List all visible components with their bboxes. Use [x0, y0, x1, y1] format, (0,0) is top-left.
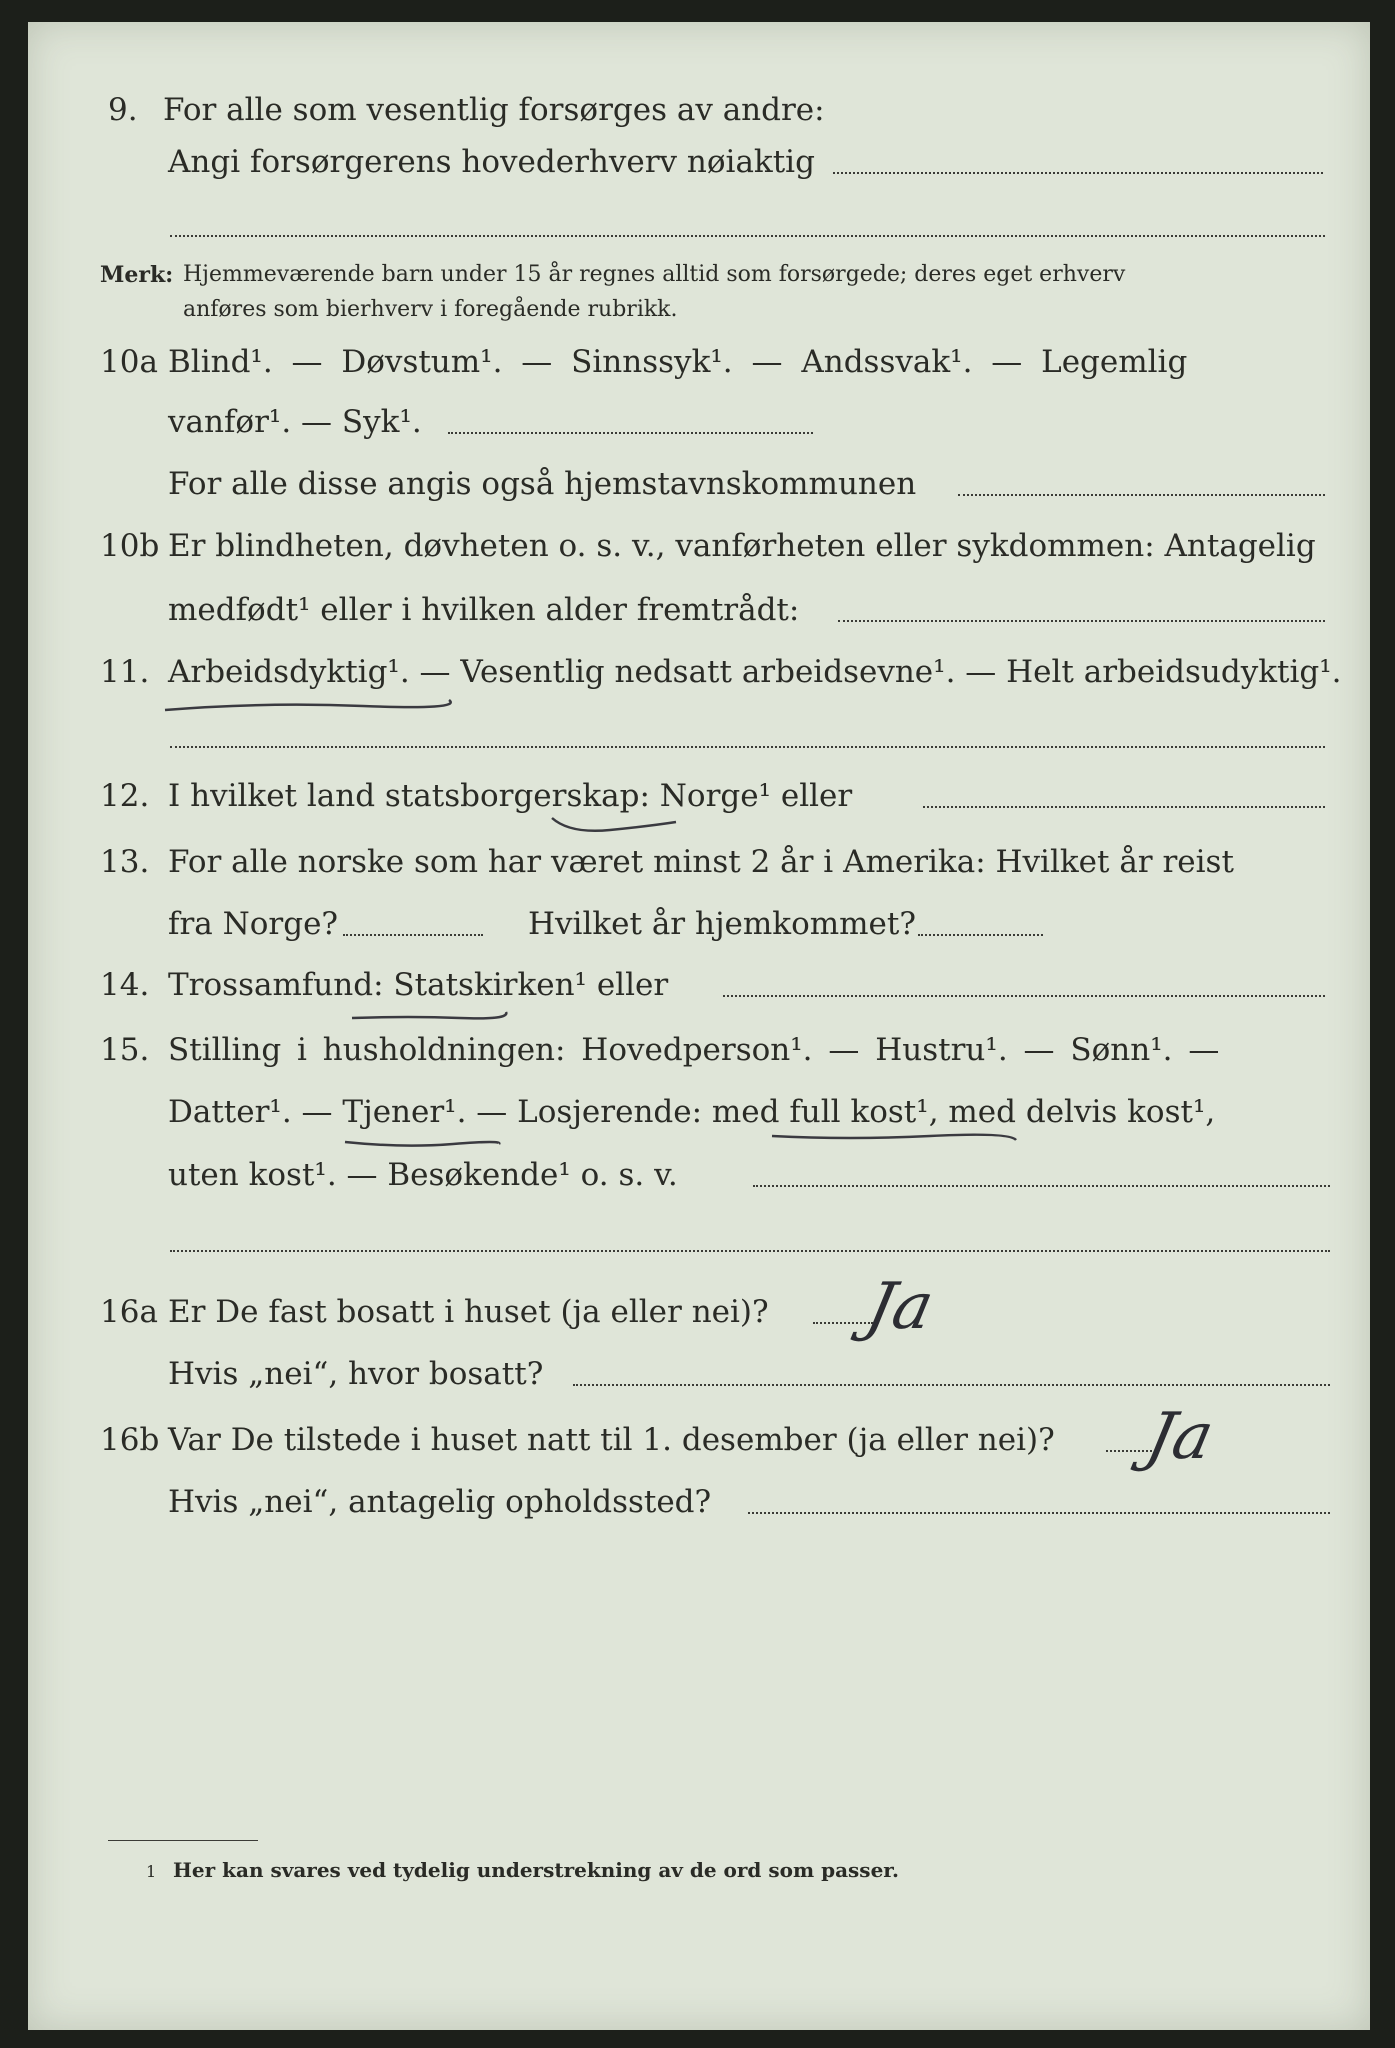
q12-text: I hvilket land statsborgerskap: Norge¹ eller: [168, 778, 853, 814]
q16a-answer-line[interactable]: [573, 1384, 1330, 1386]
footnote-rule: [108, 1840, 258, 1841]
q16a-number: 16a: [100, 1294, 158, 1330]
q15-text: Datter¹. — Tjener¹. — Losjerende: med full kost¹, med delvis kost¹,: [168, 1094, 1216, 1130]
q16b-number: 16b: [100, 1422, 160, 1458]
q10b-number: 10b: [100, 528, 160, 564]
q11-number: 11.: [100, 654, 150, 690]
q10b-answer-line[interactable]: [838, 620, 1325, 622]
q15-text: uten kost¹. — Besøkende¹ o. s. v.: [168, 1157, 678, 1193]
census-form-page: [28, 22, 1370, 2030]
q16b-answer-line[interactable]: [748, 1512, 1330, 1514]
q14-text: Trossamfund: Statskirken¹ eller: [168, 967, 669, 1003]
footnote-text: Her kan svares ved tydelig understrekning av de ord som passer.: [173, 1858, 899, 1882]
q16b-handwritten-answer: Ja: [1140, 1400, 1220, 1474]
q12-number: 12.: [100, 778, 150, 814]
q14-number: 14.: [100, 967, 150, 1003]
merk-label: Merk:: [100, 262, 174, 288]
q13-text: For alle norske som har været minst 2 år i Amerika: Hvilket år reist: [168, 844, 1234, 880]
q9-answer-line[interactable]: [833, 172, 1323, 174]
q13-text: Hvilket år hjemkommet?: [528, 906, 916, 942]
q10a-text: Blind¹. — Døvstum¹. — Sinnssyk¹. — Andssvak¹. — Legemlig: [168, 344, 1188, 380]
underline-mark: [163, 694, 453, 718]
q14-answer-line[interactable]: [723, 995, 1325, 997]
q10a-number: 10a: [100, 344, 158, 380]
q13-text: fra Norge?: [168, 906, 339, 942]
q10a-answer-line[interactable]: [448, 432, 813, 434]
q15-answer-line[interactable]: [170, 1250, 1330, 1252]
footnote-mark: 1: [146, 1862, 157, 1881]
q15-answer-line[interactable]: [753, 1185, 1330, 1187]
merk-text: Hjemmeværende barn under 15 år regnes alltid som forsørgede; deres eget erhverv: [183, 262, 1126, 287]
q16b-text: Hvis „nei“, antagelig opholdssted?: [168, 1484, 712, 1520]
q9-text: Angi forsørgerens hovederhverv nøiaktig: [168, 144, 815, 180]
underline-mark: [350, 1004, 510, 1028]
q10a-text: For alle disse angis også hjemstavnskommunen: [168, 466, 917, 502]
q10a-answer-line[interactable]: [958, 494, 1325, 496]
q16a-handwritten-answer: Ja: [860, 1270, 940, 1344]
q9-text: For alle som vesentlig forsørges av andre:: [163, 92, 825, 128]
q12-answer-line[interactable]: [923, 806, 1325, 808]
q15-number: 15.: [100, 1032, 150, 1068]
q13-answer-line[interactable]: [918, 934, 1043, 936]
q16a-text: Hvis „nei“, hvor bosatt?: [168, 1356, 544, 1392]
underline-mark: [550, 812, 680, 838]
q9-answer-line[interactable]: [170, 235, 1325, 237]
underline-mark: [343, 1132, 503, 1154]
q16a-text: Er De fast bosatt i huset (ja eller nei)?: [168, 1294, 769, 1330]
underline-mark: [770, 1126, 1020, 1148]
q13-number: 13.: [100, 844, 150, 880]
q16b-text: Var De tilstede i huset natt til 1. desember (ja eller nei)?: [168, 1422, 1055, 1458]
q13-answer-line[interactable]: [343, 934, 483, 936]
q9-number: 9.: [108, 92, 138, 128]
merk-text: anføres som bierhverv i foregående rubrikk.: [183, 297, 678, 322]
q11-answer-line[interactable]: [170, 746, 1325, 748]
q15-text: Stilling i husholdningen: Hovedperson¹. — Hustru¹. — Sønn¹. —: [168, 1032, 1220, 1068]
q10b-text: Er blindheten, døvheten o. s. v., vanførheten eller sykdommen: Antagelig: [168, 528, 1316, 564]
q10a-text: vanfør¹. — Syk¹.: [168, 404, 422, 440]
q11-text: Arbeidsdyktig¹. — Vesentlig nedsatt arbeidsevne¹. — Helt arbeidsudyktig¹.: [168, 654, 1342, 690]
q10b-text: medfødt¹ eller i hvilken alder fremtrådt:: [168, 592, 800, 628]
